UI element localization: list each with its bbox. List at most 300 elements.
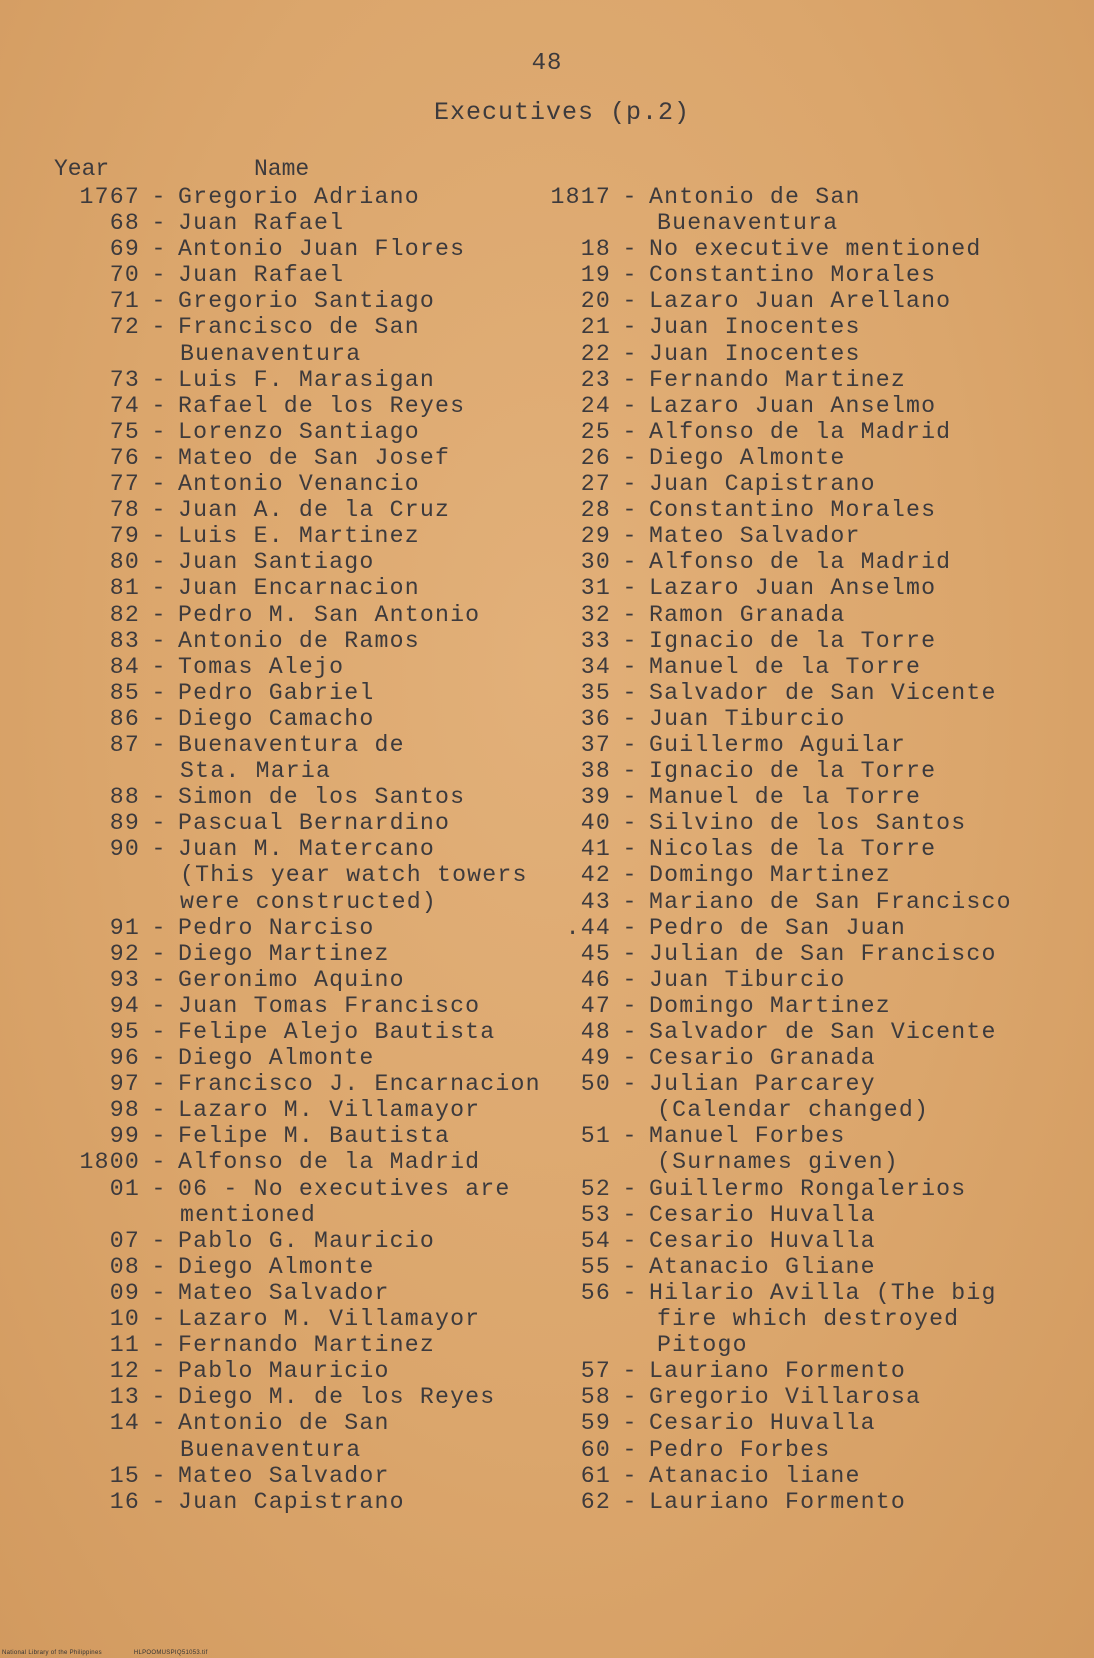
- entry-dash: -: [622, 418, 638, 445]
- executive-entry: [545, 341, 1065, 367]
- entry-year: 22: [580, 340, 611, 367]
- entry-dash: -: [151, 314, 167, 341]
- entry-name: Juan Santiago: [178, 549, 375, 576]
- executive-entry: [545, 523, 1065, 549]
- entry-name: Buenaventura: [180, 340, 362, 367]
- entry-dash: -: [622, 601, 638, 628]
- entry-dash: -: [622, 1488, 638, 1515]
- entry-dash: -: [622, 1279, 638, 1306]
- executive-entry: [545, 758, 1065, 784]
- entry-dash: -: [622, 1019, 638, 1045]
- entry-name: Francisco de San: [178, 314, 420, 341]
- entry-year: 80: [109, 549, 140, 576]
- entry-dash: -: [622, 1462, 638, 1489]
- executive-entry: [545, 1097, 1065, 1123]
- entry-dash: -: [151, 210, 167, 237]
- entry-dash: -: [151, 1227, 167, 1254]
- entry-name: Pascual Bernardino: [178, 810, 451, 837]
- executive-entry: [545, 654, 1065, 680]
- entry-dash: -: [622, 523, 638, 550]
- executive-entry: [50, 1149, 550, 1175]
- executive-entry: [545, 210, 1065, 236]
- entry-dash: -: [622, 392, 638, 419]
- entry-dash: -: [622, 184, 638, 210]
- file-name: HLPOOMUSPIQ51053.tif: [133, 1650, 208, 1656]
- entry-year: 46: [580, 966, 611, 993]
- executive-entry: [50, 706, 550, 732]
- entry-year: 54: [580, 1227, 611, 1254]
- entry-year: 55: [580, 1253, 611, 1280]
- entry-year: 84: [109, 653, 140, 680]
- page-number: 48: [531, 50, 563, 77]
- executive-entry: [545, 889, 1065, 915]
- entry-dash: -: [151, 653, 167, 680]
- entry-name: Gregorio Villarosa: [649, 1384, 922, 1411]
- entry-dash: -: [622, 940, 638, 967]
- entry-year: 08: [109, 1253, 140, 1280]
- entry-dash: -: [151, 914, 167, 941]
- entry-name: (This year watch towers: [180, 862, 528, 889]
- executive-entry: [545, 915, 1065, 941]
- entry-dash: -: [151, 1149, 167, 1176]
- executive-entry: [545, 1071, 1065, 1097]
- entry-name: Julian Parcarey: [649, 1071, 876, 1098]
- entry-year: 53: [580, 1201, 611, 1228]
- entry-dash: -: [151, 784, 167, 811]
- executive-entry: [50, 445, 550, 471]
- entry-name: Felipe Alejo Bautista: [178, 1019, 496, 1045]
- executive-entry: [50, 1358, 550, 1384]
- entry-year: 28: [580, 497, 611, 524]
- entry-name: Diego Camacho: [178, 705, 375, 732]
- executive-entry: [50, 1045, 550, 1071]
- entry-year: 75: [109, 418, 140, 445]
- entry-name: Juan Tiburcio: [649, 966, 846, 993]
- entry-year: 19: [580, 262, 611, 289]
- entry-name: Ignacio de la Torre: [649, 758, 937, 785]
- executive-entry: [50, 288, 550, 314]
- entry-year: 56: [580, 1279, 611, 1306]
- executive-entry: [50, 1071, 550, 1097]
- entry-name: Lazaro M. Villamayor: [178, 1097, 481, 1124]
- entry-name: Pedro Gabriel: [178, 679, 375, 706]
- entry-dash: -: [622, 653, 638, 680]
- executive-entry: [545, 993, 1065, 1019]
- executive-entry: [545, 732, 1065, 758]
- entry-name: Diego Martinez: [178, 940, 390, 967]
- entry-year: 72: [109, 314, 140, 341]
- entry-year: 51: [580, 1123, 611, 1150]
- entry-dash: -: [622, 549, 638, 576]
- entry-dash: -: [151, 1123, 167, 1150]
- entry-year: 49: [580, 1045, 611, 1072]
- executive-entry: [50, 497, 550, 523]
- entry-name: Alfonso de la Madrid: [178, 1149, 481, 1176]
- entry-dash: -: [622, 236, 638, 263]
- entry-dash: -: [622, 992, 638, 1019]
- executive-entry: [545, 184, 1065, 210]
- entry-year: 62: [580, 1488, 611, 1515]
- executive-entry: [545, 575, 1065, 601]
- executive-entry: [50, 628, 550, 654]
- entry-dash: -: [151, 1045, 167, 1072]
- executive-entry: [545, 393, 1065, 419]
- entry-dash: -: [151, 627, 167, 654]
- entry-dash: -: [622, 314, 638, 341]
- entry-dash: -: [622, 1227, 638, 1254]
- executive-entry: [50, 1280, 550, 1306]
- entry-dash: -: [622, 262, 638, 289]
- entry-name: Juan Inocentes: [649, 340, 861, 367]
- entry-name: Salvador de San Vicente: [649, 679, 997, 706]
- entry-year: 45: [580, 940, 611, 967]
- entry-name: Rafael de los Reyes: [178, 392, 466, 419]
- executive-entry: [545, 236, 1065, 262]
- entry-year: 60: [580, 1436, 611, 1463]
- entry-name: Pitogo: [657, 1332, 748, 1359]
- entry-name: Atanacio Gliane: [649, 1253, 876, 1280]
- entry-name: mentioned: [180, 1201, 317, 1228]
- entry-year: 26: [580, 444, 611, 471]
- entry-name: Ramon Granada: [649, 601, 846, 628]
- entry-year: 40: [580, 810, 611, 837]
- entry-dash: -: [622, 862, 638, 889]
- executive-entry: [545, 549, 1065, 575]
- entry-dash: -: [151, 1462, 167, 1489]
- entry-year: 94: [109, 992, 140, 1019]
- entry-name: Mariano de San Francisco: [649, 888, 1012, 915]
- entry-year: 91: [109, 914, 140, 941]
- executive-entry: [545, 1489, 1065, 1515]
- entry-name: Diego M. de los Reyes: [178, 1384, 496, 1411]
- executive-entry: [545, 1123, 1065, 1149]
- executive-entry: [545, 706, 1065, 732]
- entry-year: 23: [580, 366, 611, 393]
- entry-dash: -: [622, 1436, 638, 1463]
- entry-year: 95: [109, 1019, 140, 1045]
- executive-entry: [50, 941, 550, 967]
- entry-year: 35: [580, 679, 611, 706]
- entry-year: 37: [580, 731, 611, 758]
- executive-entry: [50, 1176, 550, 1202]
- page-title: Executives (p.2): [433, 98, 691, 127]
- entry-dash: -: [622, 340, 638, 367]
- entry-dash: -: [151, 1306, 167, 1333]
- entry-name: Constantino Morales: [649, 497, 937, 524]
- executive-entry: [50, 1228, 550, 1254]
- entry-dash: -: [151, 444, 167, 471]
- entry-name: Antonio Juan Flores: [178, 236, 466, 263]
- executive-entry: [545, 680, 1065, 706]
- entry-year: 98: [109, 1097, 140, 1124]
- executive-entry: [50, 1332, 550, 1358]
- entry-name: No executive mentioned: [649, 236, 982, 263]
- executive-entry: [50, 810, 550, 836]
- entry-name: were constructed): [180, 888, 437, 915]
- entry-dash: -: [151, 236, 167, 263]
- entry-name: Silvino de los Santos: [649, 810, 967, 837]
- entry-name: Lorenzo Santiago: [178, 418, 420, 445]
- entry-year: 1767: [79, 184, 140, 210]
- executive-entry: [50, 314, 550, 340]
- entry-dash: -: [151, 1410, 167, 1437]
- entry-year: 86: [109, 705, 140, 732]
- entry-dash: -: [622, 1201, 638, 1228]
- entry-year: 93: [109, 966, 140, 993]
- entry-year: 31: [580, 575, 611, 602]
- entry-dash: -: [151, 1175, 167, 1202]
- executive-entry: [50, 1437, 550, 1463]
- entry-name: Antonio de San: [649, 184, 861, 210]
- entry-dash: -: [622, 366, 638, 393]
- executive-entry: [545, 1437, 1065, 1463]
- entry-name: Manuel de la Torre: [649, 784, 922, 811]
- entry-dash: -: [622, 1071, 638, 1098]
- entry-dash: -: [151, 1488, 167, 1515]
- entry-name: Juan Capistrano: [178, 1488, 405, 1515]
- entry-name: Cesario Huvalla: [649, 1227, 876, 1254]
- entry-year: 32: [580, 601, 611, 628]
- executive-entry: [545, 471, 1065, 497]
- entry-name: Juan Tomas Francisco: [178, 992, 481, 1019]
- entry-year: 14: [109, 1410, 140, 1437]
- entry-year: 27: [580, 471, 611, 498]
- entry-name: Pedro Narciso: [178, 914, 375, 941]
- entry-name: Atanacio liane: [649, 1462, 861, 1489]
- entry-name: Hilario Avilla (The big: [649, 1279, 997, 1306]
- executive-entry: [545, 1332, 1065, 1358]
- entry-name: Sta. Maria: [180, 758, 332, 785]
- entry-name: Diego Almonte: [649, 444, 846, 471]
- executive-entry: [50, 915, 550, 941]
- entry-year: 81: [109, 575, 140, 602]
- executive-entry: [50, 680, 550, 706]
- entry-year: 11: [109, 1332, 140, 1359]
- entry-year: 29: [580, 523, 611, 550]
- entry-dash: -: [622, 1358, 638, 1385]
- entry-dash: -: [151, 392, 167, 419]
- executive-entry: [545, 1019, 1065, 1045]
- executive-entry: [50, 367, 550, 393]
- entry-year: 21: [580, 314, 611, 341]
- entry-year: 88: [109, 784, 140, 811]
- entry-dash: -: [151, 418, 167, 445]
- entry-dash: -: [151, 471, 167, 498]
- executive-entry: [545, 1410, 1065, 1436]
- entry-year: 09: [109, 1279, 140, 1306]
- entry-name: Luis E. Martinez: [178, 523, 420, 550]
- entry-year: 57: [580, 1358, 611, 1385]
- entry-dash: -: [151, 1097, 167, 1124]
- executive-entry: [545, 1306, 1065, 1332]
- entry-name: Tomas Alejo: [178, 653, 345, 680]
- entry-name: Fernando Martinez: [649, 366, 906, 393]
- entry-dash: -: [622, 1253, 638, 1280]
- entry-year: 41: [580, 836, 611, 863]
- entry-year: 68: [109, 210, 140, 237]
- executive-entry: [50, 602, 550, 628]
- executive-entry: [50, 993, 550, 1019]
- entry-dash: -: [151, 940, 167, 967]
- executive-entry: [50, 523, 550, 549]
- entry-name: Mateo Salvador: [649, 523, 861, 550]
- entry-year: 59: [580, 1410, 611, 1437]
- executive-entry: [50, 575, 550, 601]
- entry-name: Buenaventura de: [178, 731, 405, 758]
- entry-dash: -: [151, 705, 167, 732]
- entry-name: Lazaro Juan Anselmo: [649, 392, 937, 419]
- executive-entry: [545, 967, 1065, 993]
- executive-entry: [50, 236, 550, 262]
- entry-year: 61: [580, 1462, 611, 1489]
- entry-name: Pablo G. Mauricio: [178, 1227, 435, 1254]
- entry-year: 30: [580, 549, 611, 576]
- executive-entry: [545, 1358, 1065, 1384]
- entry-dash: -: [151, 549, 167, 576]
- entry-year: 42: [580, 862, 611, 889]
- executive-entry: [545, 1384, 1065, 1410]
- executive-entry: [545, 784, 1065, 810]
- entry-year: 73: [109, 366, 140, 393]
- executive-entry: [545, 810, 1065, 836]
- entry-year: 71: [109, 288, 140, 315]
- entry-name: Mateo Salvador: [178, 1279, 390, 1306]
- executive-entry: [545, 288, 1065, 314]
- entry-name: Cesario Granada: [649, 1045, 876, 1072]
- entry-name: 06 - No executives are: [178, 1175, 511, 1202]
- entry-name: Felipe M. Bautista: [178, 1123, 451, 1150]
- executive-entry: [50, 654, 550, 680]
- entry-dash: -: [622, 288, 638, 315]
- entry-year: 1817: [550, 184, 611, 210]
- entry-dash: -: [151, 1332, 167, 1359]
- entry-dash: -: [622, 810, 638, 837]
- entry-name: Luis F. Marasigan: [178, 366, 435, 393]
- entry-year: 38: [580, 758, 611, 785]
- executive-entry: [545, 602, 1065, 628]
- executive-entry: [50, 549, 550, 575]
- name-column-header: Name: [254, 156, 310, 182]
- entry-year: 43: [580, 888, 611, 915]
- entry-name: Diego Almonte: [178, 1045, 375, 1072]
- entry-dash: -: [622, 1175, 638, 1202]
- entry-dash: -: [622, 914, 638, 941]
- executive-entry: [545, 1463, 1065, 1489]
- entry-dash: -: [622, 575, 638, 602]
- entry-year: 48: [580, 1019, 611, 1045]
- entry-name: Buenaventura: [180, 1436, 362, 1463]
- entry-name: Buenaventura: [657, 210, 839, 237]
- executive-entry: [50, 184, 550, 210]
- executive-entry: [50, 836, 550, 862]
- entry-year: 24: [580, 392, 611, 419]
- entry-name: Constantino Morales: [649, 262, 937, 289]
- executive-entry: [50, 393, 550, 419]
- entry-year: 50: [580, 1071, 611, 1098]
- executive-entry: [545, 419, 1065, 445]
- executive-entry: [50, 784, 550, 810]
- entry-name: Cesario Huvalla: [649, 1410, 876, 1437]
- entry-year: 79: [109, 523, 140, 550]
- entry-name: Nicolas de la Torre: [649, 836, 937, 863]
- executive-entry: [50, 1254, 550, 1280]
- entry-dash: -: [151, 1384, 167, 1411]
- entry-dash: -: [622, 888, 638, 915]
- entry-name: Antonio de San: [178, 1410, 390, 1437]
- entry-year: 96: [109, 1045, 140, 1072]
- entry-name: Juan Inocentes: [649, 314, 861, 341]
- entry-dash: -: [622, 1384, 638, 1411]
- entry-name: Juan Encarnacion: [178, 575, 420, 602]
- entry-dash: -: [151, 1279, 167, 1306]
- executive-entry: [50, 1384, 550, 1410]
- executive-entry: [545, 1176, 1065, 1202]
- executive-entry: [50, 1410, 550, 1436]
- entry-name: Cesario Huvalla: [649, 1201, 876, 1228]
- entry-year: 33: [580, 627, 611, 654]
- entry-year: 34: [580, 653, 611, 680]
- entry-year: 25: [580, 418, 611, 445]
- entry-name: Domingo Martinez: [649, 862, 891, 889]
- entry-name: Lauriano Formento: [649, 1488, 906, 1515]
- entry-name: Fernando Martinez: [178, 1332, 435, 1359]
- entry-name: Juan Capistrano: [649, 471, 876, 498]
- entry-dash: -: [151, 497, 167, 524]
- executive-entry: [50, 1463, 550, 1489]
- entry-name: Lazaro Juan Arellano: [649, 288, 952, 315]
- entry-year: 78: [109, 497, 140, 524]
- entry-year: 74: [109, 392, 140, 419]
- entry-dash: -: [622, 731, 638, 758]
- entry-year: 07: [109, 1227, 140, 1254]
- entry-name: Juan A. de la Cruz: [178, 497, 451, 524]
- entry-dash: -: [151, 1019, 167, 1045]
- entry-year: 12: [109, 1358, 140, 1385]
- entry-name: fire which destroyed: [657, 1306, 960, 1333]
- entry-name: Antonio Venancio: [178, 471, 420, 498]
- entry-dash: -: [151, 966, 167, 993]
- entry-name: Lauriano Formento: [649, 1358, 906, 1385]
- entry-dash: -: [622, 444, 638, 471]
- year-column-header: Year: [54, 156, 110, 182]
- entry-year: 70: [109, 262, 140, 289]
- executive-entry: [50, 1202, 550, 1228]
- entry-dash: -: [622, 627, 638, 654]
- entry-year: 77: [109, 471, 140, 498]
- executive-entry: [50, 862, 550, 888]
- entry-year: 18: [580, 236, 611, 263]
- entry-year: 52: [580, 1175, 611, 1202]
- entry-name: (Surnames given): [657, 1149, 899, 1176]
- entry-dash: -: [622, 836, 638, 863]
- entry-year: 20: [580, 288, 611, 315]
- entry-dash: -: [151, 731, 167, 758]
- entry-name: Manuel Forbes: [649, 1123, 846, 1150]
- executive-entry: [50, 967, 550, 993]
- executive-entry: [50, 889, 550, 915]
- executive-entry: [545, 1149, 1065, 1175]
- entry-name: Pedro de San Juan: [649, 914, 906, 941]
- entry-dash: -: [622, 784, 638, 811]
- entry-name: Geronimo Aquino: [178, 966, 405, 993]
- entry-year: 47: [580, 992, 611, 1019]
- entry-name: Alfonso de la Madrid: [649, 418, 952, 445]
- entry-name: Lazaro Juan Anselmo: [649, 575, 937, 602]
- entry-name: (Calendar changed): [657, 1097, 930, 1124]
- entry-dash: -: [151, 992, 167, 1019]
- entry-name: Alfonso de la Madrid: [649, 549, 952, 576]
- entry-dash: -: [151, 836, 167, 863]
